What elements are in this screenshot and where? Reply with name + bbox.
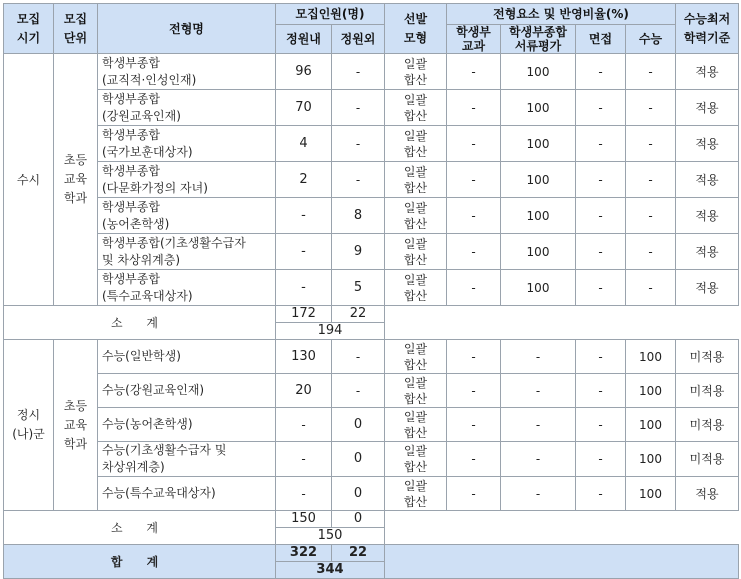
total-sum: 344: [276, 562, 385, 579]
min-standard: 적용: [676, 126, 739, 162]
method: 일괄 합산: [385, 234, 447, 270]
quota-out: -: [332, 126, 385, 162]
quota-in: 130: [276, 340, 332, 374]
quota-in: -: [276, 234, 332, 270]
factor-suneung: -: [626, 90, 676, 126]
method: 일괄 합산: [385, 270, 447, 306]
header-factor-documents: 학생부종합 서류평가: [501, 25, 576, 54]
subtotal-blank: [385, 306, 739, 340]
min-standard: 적용: [676, 198, 739, 234]
factor-record: -: [447, 126, 501, 162]
quota-in: -: [276, 198, 332, 234]
track-name: 수능(농어촌학생): [98, 408, 276, 442]
quota-in: 20: [276, 374, 332, 408]
quota-out: -: [332, 54, 385, 90]
quota-out: 9: [332, 234, 385, 270]
method: 일괄 합산: [385, 340, 447, 374]
factor-interview: -: [576, 374, 626, 408]
quota-in: 96: [276, 54, 332, 90]
admission-table-container: [3, 3, 738, 579]
min-standard: 미적용: [676, 408, 739, 442]
quota-out: -: [332, 374, 385, 408]
factor-suneung: 100: [626, 374, 676, 408]
period-cell: 수시: [4, 54, 54, 306]
factor-record: -: [447, 374, 501, 408]
quota-in: 4: [276, 126, 332, 162]
subtotal-sum: 150: [276, 528, 385, 545]
quota-out: -: [332, 340, 385, 374]
header-quota-out: 정원외: [332, 25, 385, 54]
factor-suneung: -: [626, 162, 676, 198]
factor-record: -: [447, 408, 501, 442]
quota-out: 0: [332, 477, 385, 511]
quota-out: 5: [332, 270, 385, 306]
factor-suneung: -: [626, 198, 676, 234]
total-in: 322: [276, 545, 332, 562]
quota-in: -: [276, 408, 332, 442]
table-body: [4, 54, 739, 579]
header-factor-interview: 면접: [576, 25, 626, 54]
method: 일괄 합산: [385, 90, 447, 126]
track-name: 수능(기초생활수급자 및 차상위계층): [98, 442, 276, 477]
admission-quota-table: [3, 3, 739, 579]
quota-out: 0: [332, 442, 385, 477]
min-standard: 미적용: [676, 340, 739, 374]
factor-record: -: [447, 340, 501, 374]
factor-suneung: -: [626, 234, 676, 270]
factor-interview: -: [576, 408, 626, 442]
header-factor-suneung: 수능: [626, 25, 676, 54]
factor-record: -: [447, 477, 501, 511]
factor-documents: 100: [501, 126, 576, 162]
header-quota: 모집인원(명): [276, 4, 385, 25]
factor-interview: -: [576, 234, 626, 270]
factor-interview: -: [576, 340, 626, 374]
factor-interview: -: [576, 126, 626, 162]
table-row: [4, 408, 739, 442]
min-standard: 미적용: [676, 442, 739, 477]
factor-interview: -: [576, 54, 626, 90]
factor-suneung: 100: [626, 340, 676, 374]
quota-in: 2: [276, 162, 332, 198]
total-row: [4, 545, 739, 562]
factor-suneung: -: [626, 270, 676, 306]
method: 일괄 합산: [385, 126, 447, 162]
subtotal-label: 소 계: [4, 306, 276, 340]
factor-record: -: [447, 442, 501, 477]
min-standard: 적용: [676, 162, 739, 198]
header-min-standard: 수능최저 학력기준: [676, 4, 739, 54]
track-name: 학생부종합 (국가보훈대상자): [98, 126, 276, 162]
table-row: [4, 477, 739, 511]
factor-documents: 100: [501, 198, 576, 234]
header-period: 모집 시기: [4, 4, 54, 54]
method: 일괄 합산: [385, 477, 447, 511]
min-standard: 적용: [676, 90, 739, 126]
factor-interview: -: [576, 90, 626, 126]
table-row: [4, 234, 739, 270]
min-standard: 미적용: [676, 374, 739, 408]
subtotal-out: 0: [332, 511, 385, 528]
table-row: [4, 54, 739, 90]
unit-cell: 초등 교육 학과: [54, 340, 98, 511]
factor-interview: -: [576, 442, 626, 477]
factor-documents: -: [501, 477, 576, 511]
factor-suneung: -: [626, 54, 676, 90]
table-row: [4, 374, 739, 408]
subtotal-blank: [385, 511, 739, 545]
table-row: [4, 162, 739, 198]
track-name: 학생부종합 (농어촌학생): [98, 198, 276, 234]
quota-in: -: [276, 270, 332, 306]
min-standard: 적용: [676, 54, 739, 90]
total-blank: [385, 545, 739, 579]
factor-documents: -: [501, 340, 576, 374]
quota-in: -: [276, 442, 332, 477]
quota-out: 8: [332, 198, 385, 234]
unit-cell: 초등 교육 학과: [54, 54, 98, 306]
quota-in: 70: [276, 90, 332, 126]
track-name: 수능(강원교육인재): [98, 374, 276, 408]
subtotal-label: 소 계: [4, 511, 276, 545]
table-row: [4, 340, 739, 374]
factor-documents: -: [501, 442, 576, 477]
factor-documents: -: [501, 374, 576, 408]
method: 일괄 합산: [385, 442, 447, 477]
track-name: 학생부종합 (강원교육인재): [98, 90, 276, 126]
factor-record: -: [447, 54, 501, 90]
header-name: 전형명: [98, 4, 276, 54]
quota-out: -: [332, 90, 385, 126]
method: 일괄 합산: [385, 374, 447, 408]
method: 일괄 합산: [385, 162, 447, 198]
track-name: 학생부종합 (특수교육대상자): [98, 270, 276, 306]
table-row: [4, 442, 739, 477]
min-standard: 적용: [676, 234, 739, 270]
factor-interview: -: [576, 162, 626, 198]
subtotal-row: [4, 511, 739, 528]
period-cell: 정시 (나)군: [4, 340, 54, 511]
quota-out: -: [332, 162, 385, 198]
header-factors: 전형요소 및 반영비율(%): [447, 4, 676, 25]
method: 일괄 합산: [385, 54, 447, 90]
factor-suneung: 100: [626, 442, 676, 477]
total-out: 22: [332, 545, 385, 562]
factor-documents: 100: [501, 162, 576, 198]
track-name: 학생부종합 (교직적·인성인재): [98, 54, 276, 90]
header-method: 선발 모형: [385, 4, 447, 54]
factor-record: -: [447, 162, 501, 198]
track-name: 학생부종합(기초생활수급자 및 차상위계층): [98, 234, 276, 270]
table-row: [4, 198, 739, 234]
factor-interview: -: [576, 270, 626, 306]
table-row: [4, 90, 739, 126]
method: 일괄 합산: [385, 198, 447, 234]
total-label: 합 계: [4, 545, 276, 579]
factor-documents: 100: [501, 234, 576, 270]
table-header: [4, 4, 739, 54]
subtotal-sum: 194: [276, 323, 385, 340]
factor-record: -: [447, 234, 501, 270]
track-name: 수능(일반학생): [98, 340, 276, 374]
factor-suneung: -: [626, 126, 676, 162]
track-name: 학생부종합 (다문화가정의 자녀): [98, 162, 276, 198]
table-row: [4, 126, 739, 162]
min-standard: 적용: [676, 270, 739, 306]
subtotal-row: [4, 306, 739, 323]
factor-suneung: 100: [626, 477, 676, 511]
factor-documents: 100: [501, 54, 576, 90]
factor-documents: 100: [501, 90, 576, 126]
factor-record: -: [447, 198, 501, 234]
factor-suneung: 100: [626, 408, 676, 442]
factor-interview: -: [576, 198, 626, 234]
factor-interview: -: [576, 477, 626, 511]
table-row: [4, 270, 739, 306]
method: 일괄 합산: [385, 408, 447, 442]
track-name: 수능(특수교육대상자): [98, 477, 276, 511]
factor-record: -: [447, 90, 501, 126]
factor-record: -: [447, 270, 501, 306]
factor-documents: -: [501, 408, 576, 442]
factor-documents: 100: [501, 270, 576, 306]
quota-in: -: [276, 477, 332, 511]
quota-out: 0: [332, 408, 385, 442]
header-unit: 모집 단위: [54, 4, 98, 54]
header-quota-in: 정원내: [276, 25, 332, 54]
subtotal-in: 172: [276, 306, 332, 323]
header-factor-record: 학생부 교과: [447, 25, 501, 54]
subtotal-in: 150: [276, 511, 332, 528]
subtotal-out: 22: [332, 306, 385, 323]
min-standard: 적용: [676, 477, 739, 511]
